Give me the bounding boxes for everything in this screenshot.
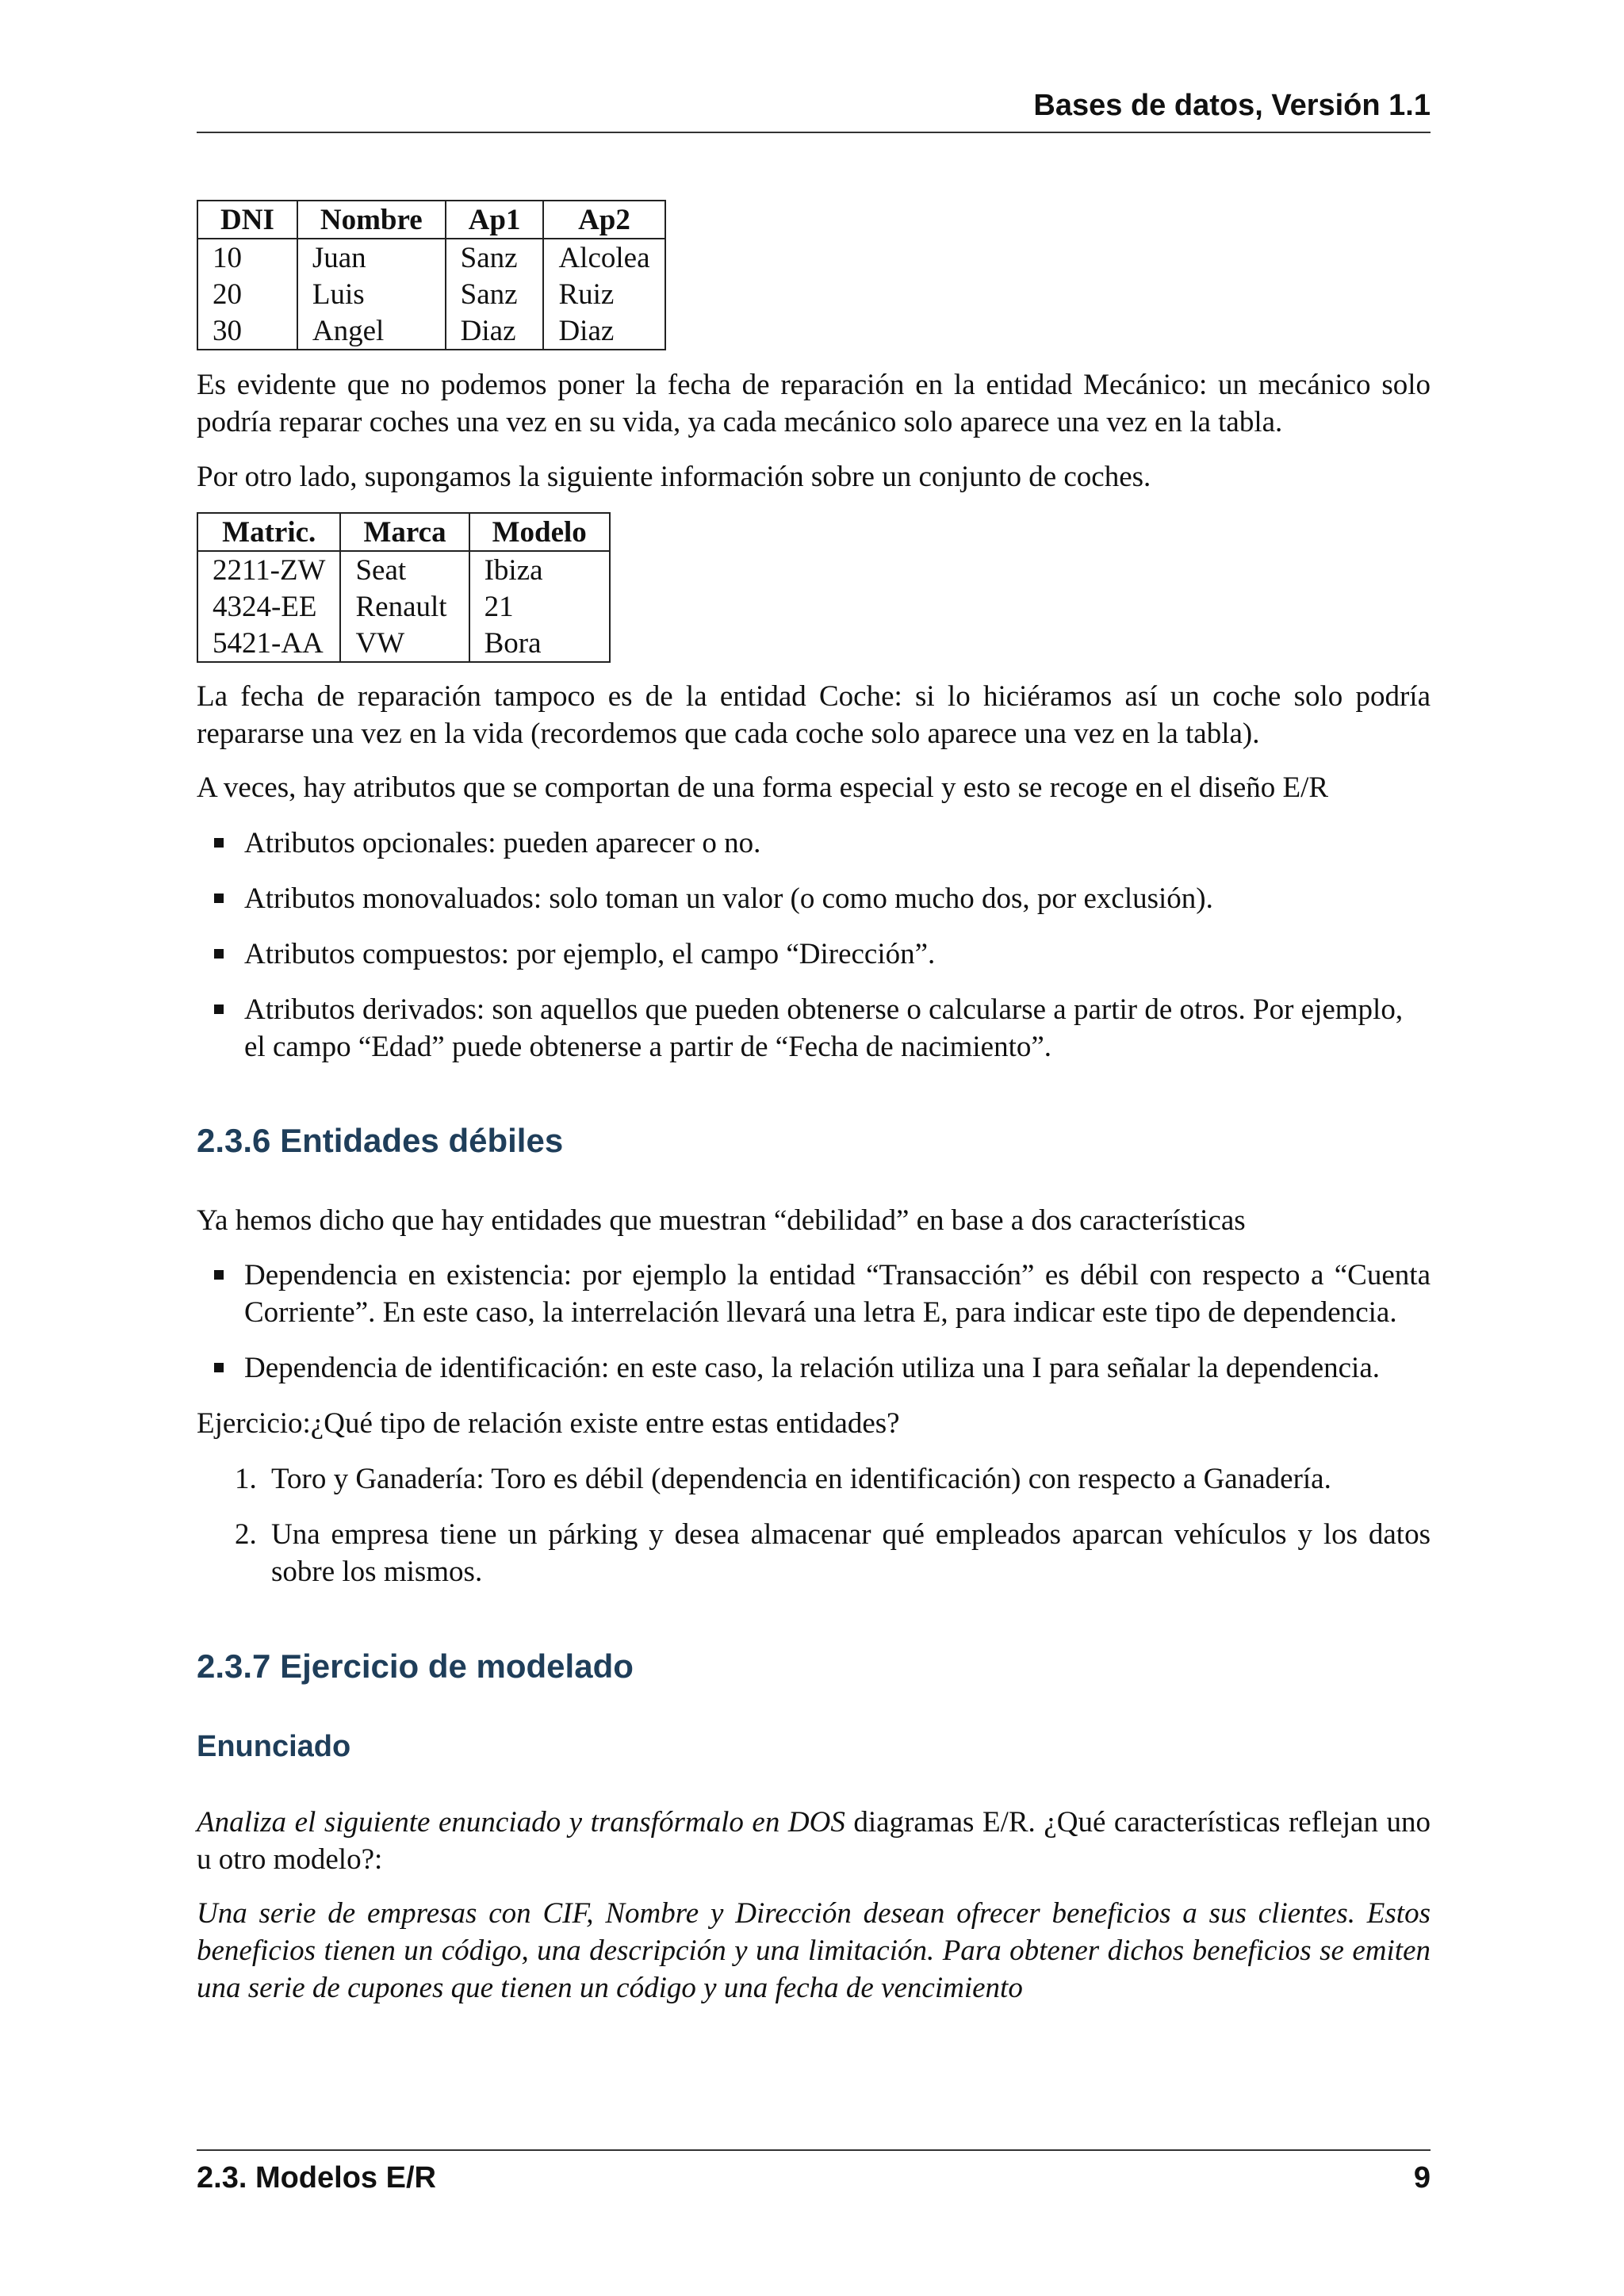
table-cell: Sanz [446,276,544,312]
table-row [197,276,665,312]
subsection-heading: Enunciado [197,1730,351,1763]
paragraph: Ya hemos dicho que hay entidades que muestran “debilidad” en base a dos características [197,1204,1246,1237]
mecanicos-table [197,200,666,350]
list-item: Atributos compuestos: por ejemplo, el campo “Dirección”. [244,936,1431,973]
table-header-cell: Matric. [197,513,340,551]
list-item: Atributos monovaluados: solo toman un valor (o como mucho dos, por exclusión). [244,880,1431,917]
list-number: 1. [235,1463,257,1495]
list-text: Una empresa tiene un párking y desea almacenar qué empleados aparcan vehículos y los datos sobre los mismos. [271,1518,1431,1588]
table-cell: Angel [297,312,446,350]
bullet-icon [214,838,224,848]
table-header-row [197,513,610,551]
paragraph: Ejercicio:¿Qué tipo de relación existe entre estas entidades? [197,1407,900,1440]
paragraph [197,1804,1431,1878]
bullet-icon [214,1004,224,1014]
list-item: Dependencia en existencia: por ejemplo la entidad “Transacción” es débil con respecto a “Cuenta Corriente”. En este caso, la interrelación llevará una letra E, para indicar este tipo de dependencia. [244,1257,1431,1331]
table-header-cell: Nombre [297,201,446,239]
table-header-row [197,201,665,239]
bullet-icon [214,894,224,903]
table-cell: 20 [197,276,297,312]
paragraph: A veces, hay atributos que se comportan de una forma especial y esto se recoge en el diseño E/R [197,771,1329,804]
table-header-cell: Ap1 [446,201,544,239]
table-cell: Sanz [446,239,544,276]
table-cell: 10 [197,239,297,276]
footer-section: 2.3. Modelos E/R [197,2161,436,2195]
paragraph: Por otro lado, supongamos la siguiente información sobre un conjunto de coches. [197,461,1151,493]
list-item: Atributos derivados: son aquellos que pueden obtenerse o calcularse a partir de otros. Por ejemplo, el campo “Edad” puede obtenerse a partir de “Fecha de nacimiento”. [244,991,1431,1066]
table-cell: VW [340,625,469,662]
table-cell: Diaz [446,312,544,350]
italic-text: Analiza el siguiente enunciado y transfórmalo en DOS [197,1806,845,1839]
header-rule [197,132,1431,133]
page-number: 9 [1413,2161,1431,2195]
table-header-cell: Modelo [469,513,610,551]
list-text: Toro y Ganadería: Toro es débil (dependencia en identificación) con respecto a Ganadería. [271,1463,1331,1495]
running-header: Bases de datos, Versión 1.1 [1033,89,1431,122]
list-number: 2. [235,1518,257,1551]
table-cell: Ibiza [469,551,610,588]
bullet-icon [214,1363,224,1372]
table-header-cell: Marca [340,513,469,551]
table-row [197,551,610,588]
table-header-cell: DNI [197,201,297,239]
paragraph: La fecha de reparación tampoco es de la entidad Coche: si lo hiciéramos así un coche solo podría repararse una vez en la vida (recordemos que cada coche solo aparece una vez en la tabla). [197,680,1431,750]
table-cell: 21 [469,588,610,625]
table-cell: Seat [340,551,469,588]
list-item: Atributos opcionales: pueden aparecer o no. [244,825,1431,862]
table-cell: Juan [297,239,446,276]
footer-rule [197,2149,1431,2151]
section-heading: 2.3.7 Ejercicio de modelado [197,1647,634,1685]
bullet-icon [214,949,224,959]
table-cell: Ruiz [543,276,665,312]
table-cell: 4324-EE [197,588,340,625]
table-cell: 2211-ZW [197,551,340,588]
bullet-icon [214,1270,224,1280]
table-row [197,625,610,662]
list-item: Dependencia de identificación: en este caso, la relación utiliza una I para señalar la dependencia. [244,1349,1431,1387]
section-heading: 2.3.6 Entidades débiles [197,1122,564,1159]
table-cell: Alcolea [543,239,665,276]
table-cell: 5421-AA [197,625,340,662]
paragraph-text: diagramas E/R. ¿Qué características reflejan uno u otro modelo?: [197,1806,1431,1876]
table-cell: Renault [340,588,469,625]
paragraph [197,1895,1431,2007]
table-cell: Luis [297,276,446,312]
table-header-cell: Ap2 [543,201,665,239]
table-cell: 30 [197,312,297,350]
coches-table [197,512,611,663]
paragraph: Es evidente que no podemos poner la fecha de reparación en la entidad Mecánico: un mecánico solo podría reparar coches una vez en su vida, ya cada mecánico solo aparece una vez en la tabla. [197,369,1431,438]
table-cell: Diaz [543,312,665,350]
table-row [197,312,665,350]
italic-text: Una serie de empresas con CIF, Nombre y Dirección desean ofrecer beneficios a sus clientes. Estos beneficios tienen un código, una descripción y una limitación. Para obtener dichos beneficios se emiten una serie de cupones que tienen un código y una fecha de vencimiento [197,1897,1431,2004]
table-row [197,588,610,625]
table-cell: Bora [469,625,610,662]
table-row [197,239,665,276]
